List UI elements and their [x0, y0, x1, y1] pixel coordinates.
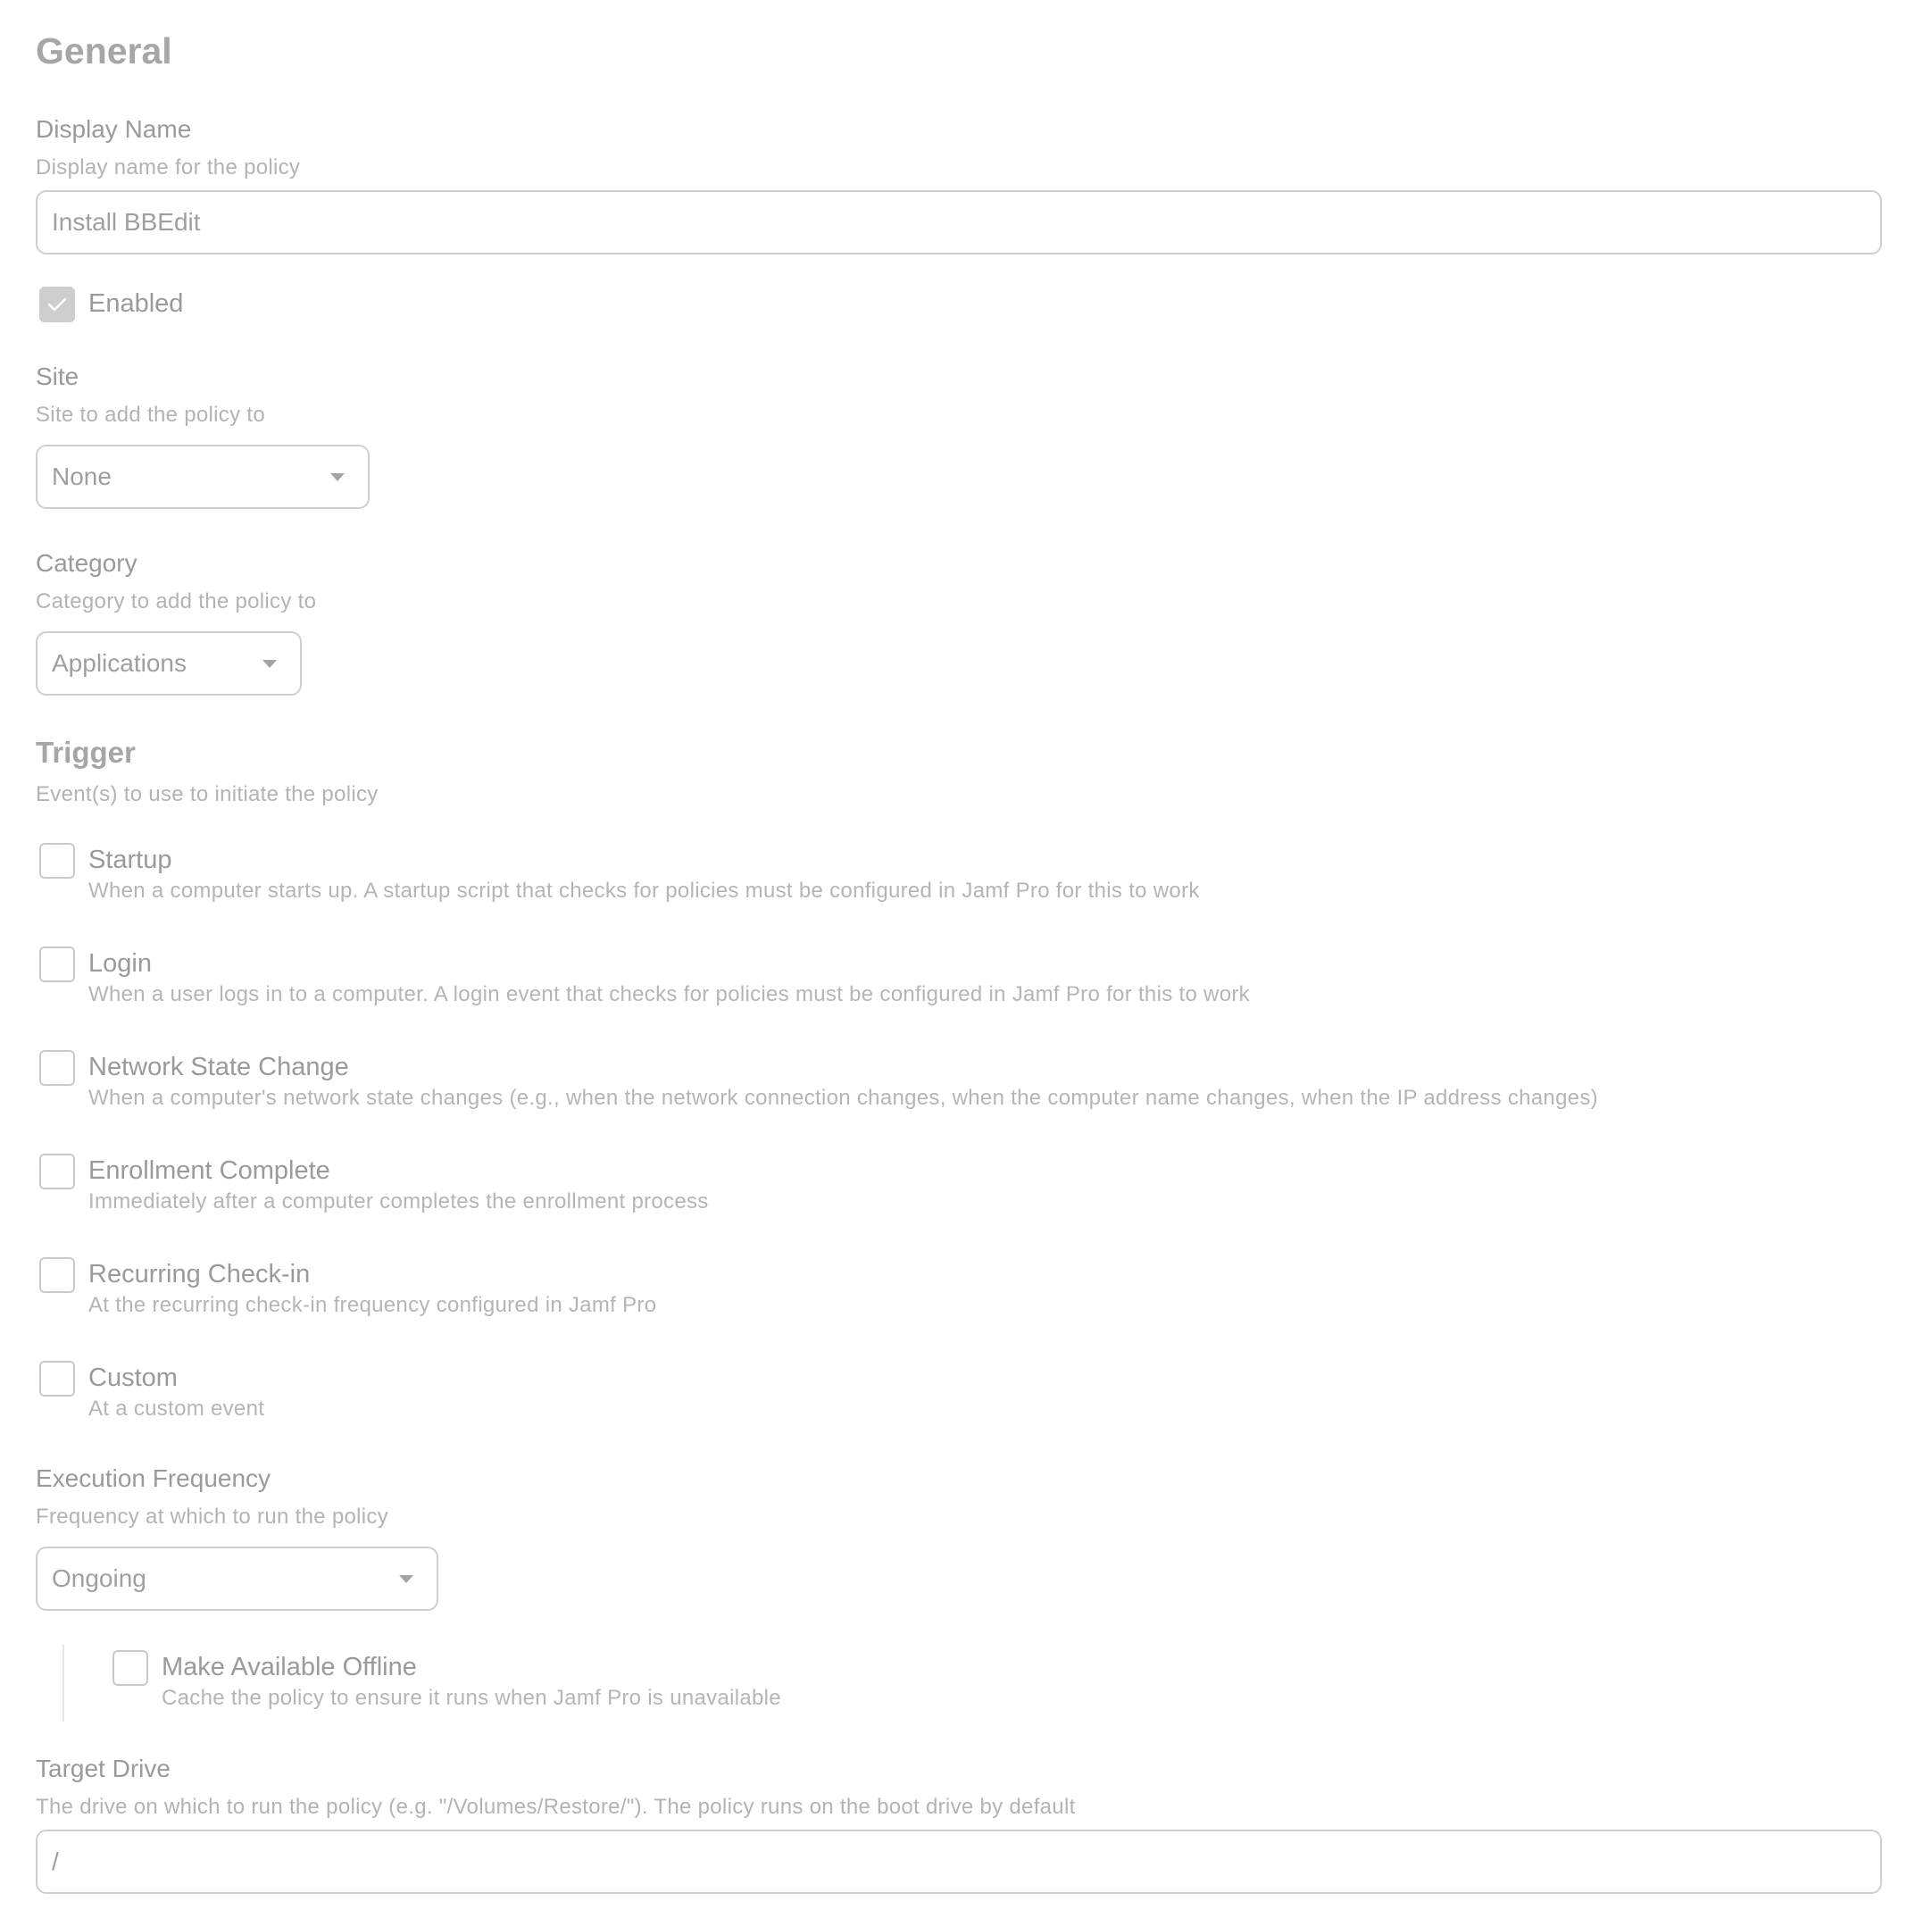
category-select[interactable]: [36, 631, 302, 696]
site-select[interactable]: [36, 445, 370, 509]
trigger-recurring-checkin-label: Recurring Check-in: [88, 1260, 311, 1288]
trigger-enrollment-complete-description: Immediately after a computer completes the enrollment process: [88, 1189, 709, 1213]
trigger-recurring-checkin-checkbox[interactable]: [39, 1257, 75, 1293]
chevron-down-icon: [399, 1575, 413, 1583]
trigger-network-state-change-label: Network State Change: [88, 1053, 349, 1081]
trigger-title: Trigger: [36, 736, 136, 769]
checkmark-icon: [46, 296, 68, 313]
indent-divider: [62, 1645, 64, 1722]
category-selected-value: Applications: [52, 649, 187, 677]
display-name-label: Display Name: [36, 115, 192, 143]
make-available-offline-label: Make Available Offline: [162, 1653, 417, 1681]
trigger-enrollment-complete-checkbox[interactable]: [39, 1154, 75, 1189]
display-name-value: Install BBEdit: [52, 208, 201, 236]
trigger-help: Event(s) to use to initiate the policy: [36, 782, 379, 806]
trigger-network-state-change-description: When a computer's network state changes (e.g., when the network connection changes, when the computer name changes, when the IP address changes): [88, 1086, 1598, 1110]
target-drive-value: /: [52, 1847, 59, 1875]
target-drive-label: Target Drive: [36, 1755, 171, 1782]
trigger-startup-checkbox[interactable]: [39, 843, 75, 879]
target-drive-input[interactable]: [36, 1830, 1882, 1894]
execution-frequency-selected-value: Ongoing: [52, 1564, 146, 1592]
trigger-startup-description: When a computer starts up. A startup script that checks for policies must be configured in Jamf Pro for this to work: [88, 879, 1200, 903]
target-drive-help: The drive on which to run the policy (e.g. "/Volumes/Restore/"). The policy runs on the boot drive by default: [36, 1795, 1076, 1819]
display-name-input[interactable]: [36, 190, 1882, 254]
display-name-help: Display name for the policy: [36, 155, 301, 179]
trigger-custom-checkbox[interactable]: [39, 1361, 75, 1397]
chevron-down-icon: [262, 660, 277, 668]
site-label: Site: [36, 363, 79, 390]
trigger-enrollment-complete-label: Enrollment Complete: [88, 1156, 330, 1185]
site-help: Site to add the policy to: [36, 403, 265, 427]
section-title: General: [36, 30, 172, 71]
trigger-custom-description: At a custom event: [88, 1397, 265, 1421]
trigger-recurring-checkin-description: At the recurring check-in frequency configured in Jamf Pro: [88, 1293, 657, 1317]
execution-frequency-label: Execution Frequency: [36, 1464, 271, 1492]
enabled-checkbox[interactable]: [39, 287, 75, 322]
execution-frequency-help: Frequency at which to run the policy: [36, 1505, 388, 1529]
category-label: Category: [36, 549, 137, 577]
trigger-login-description: When a user logs in to a computer. A login event that checks for policies must be configured in Jamf Pro for this to work: [88, 982, 1250, 1006]
execution-frequency-select[interactable]: [36, 1547, 438, 1611]
category-help: Category to add the policy to: [36, 589, 317, 613]
site-selected-value: None: [52, 463, 112, 490]
trigger-startup-label: Startup: [88, 846, 172, 874]
chevron-down-icon: [330, 473, 345, 481]
trigger-login-checkbox[interactable]: [39, 946, 75, 982]
trigger-custom-label: Custom: [88, 1363, 178, 1392]
trigger-login-label: Login: [88, 949, 152, 978]
trigger-network-state-change-checkbox[interactable]: [39, 1050, 75, 1086]
make-available-offline-checkbox[interactable]: [112, 1650, 148, 1686]
make-available-offline-description: Cache the policy to ensure it runs when Jamf Pro is unavailable: [162, 1686, 781, 1710]
enabled-label: Enabled: [88, 289, 184, 318]
